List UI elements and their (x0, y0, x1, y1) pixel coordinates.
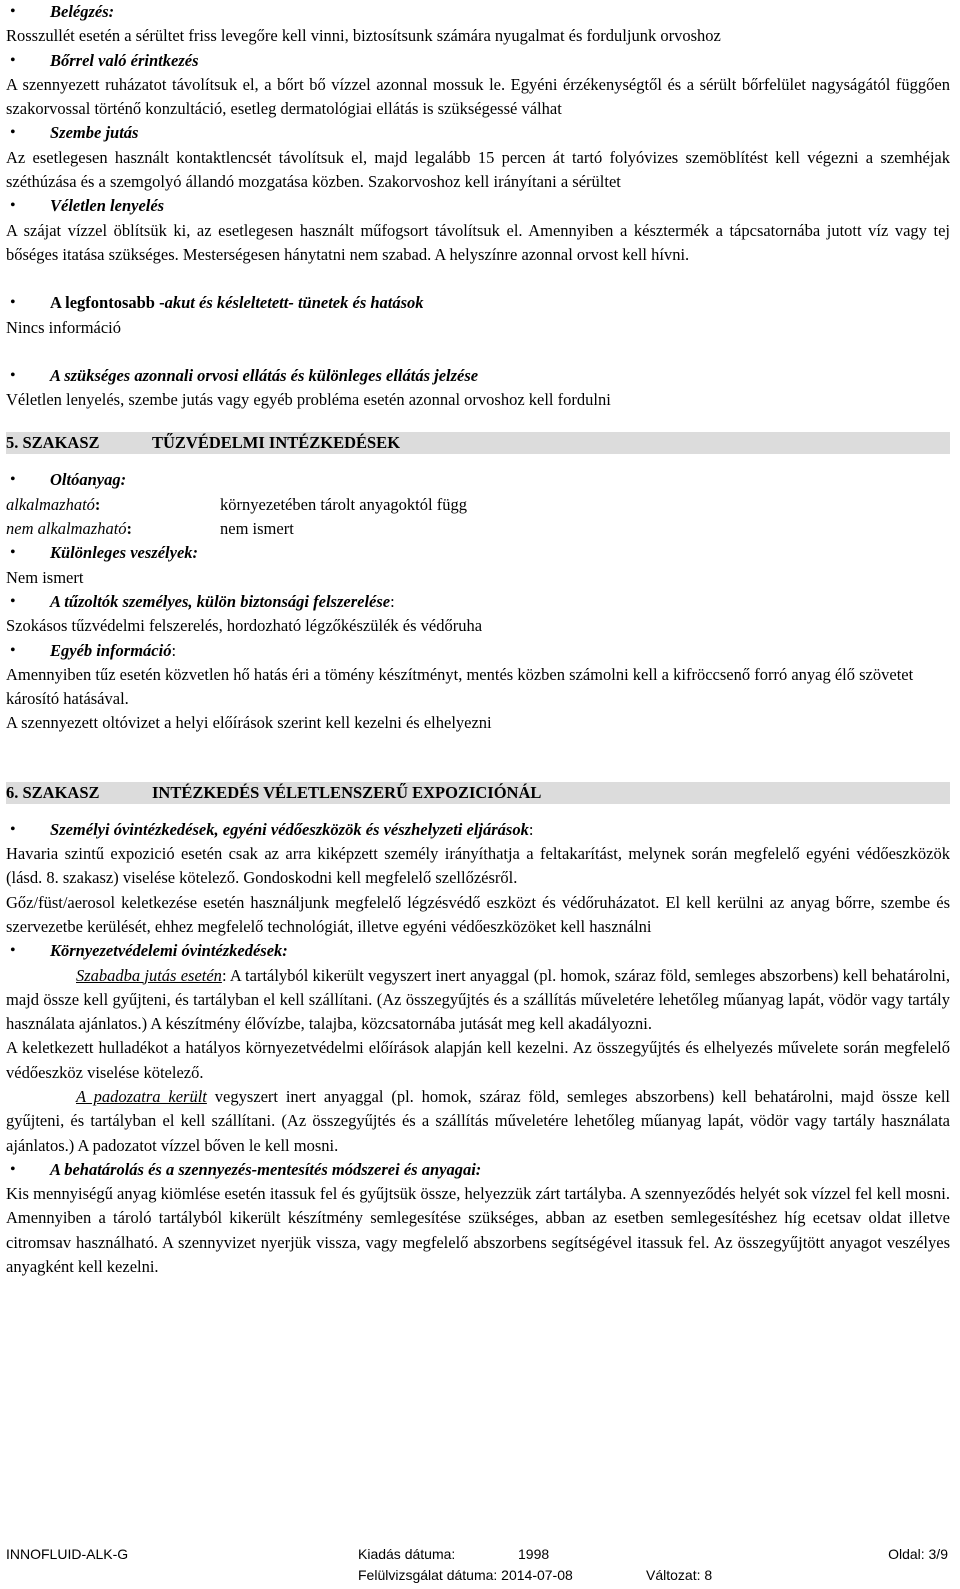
ppe-heading: • A tűzoltók személyes, külön biztonsági felszerelése: (6, 590, 950, 614)
containment-text: Kis mennyiségű anyag kiömlése esetén itassuk fel és gyűjtsük össze, helyezzük zárt tartályba. A szennyeződés helyét sok vízzel fel kell mosni. Amennyiben a tároló tartályból kikerült készítmény semlegesítése szükséges, abban az esetben semlegesítéshez híg ecetsav oldat illetve citromsav használható. A szennyvizet nyerjük vissza, vagy megfelelő abszorbens segítségével itassuk fel. Az összegyűjtött anyagot veszélyes anyagként kell kezelni. (6, 1184, 950, 1277)
environmental-open-text: Szabadba jutás esetén: A tartályból kikerült vegyszert inert anyaggal (pl. homok, száraz föld, semleges abszorbens) kell behatárolni, majd össze kell gyűjteni, és tartályban el kell szállítani. (Az összegyűjtés és a szállítás műveletére lehetőleg műanyag lapát, vödör vagy tartály használata ajánlatos.) A készítmény élővízbe, talajba, közcsatornába jutását meg kell akadályozni. (6, 965, 950, 1034)
environmental-heading: • Környezetvédelemi óvintézkedések: (6, 939, 950, 963)
page-footer (6, 1544, 950, 1586)
inhalation-text: Rosszullét esetén a sérültet friss levegőre kell vinni, biztosítsunk számára nyugalmat és forduljunk orvoshoz (6, 26, 721, 46)
inhalation-heading: • Belégzés: (6, 0, 950, 24)
skin-text: A szennyezett ruházatot távolítsuk el, a bőrt bő vízzel azonnal mossuk le. Egyéni érzékenységtől és a sérült bőrfelület nagyságától függően szakorvossal történő konzultáció, esetleg dermatológiai ellátás is szükségessé válhat (6, 74, 950, 119)
medical-heading: • A szükséges azonnali orvosi ellátás és különleges ellátás jelzése (6, 364, 950, 388)
medical-text: Véletlen lenyelés, szembe jutás vagy egyéb probléma esetén azonnal orvoshoz kell fordulni (6, 390, 611, 410)
section-5-title: TŰZVÉDELMI INTÉZKEDÉSEK (152, 433, 401, 453)
unsuitable-row: nem alkalmazható: nem ismert (6, 517, 950, 541)
symptoms-text: Nincs információ (6, 317, 122, 337)
other-info-heading: • Egyéb információ: (6, 639, 950, 663)
section-5-header (6, 432, 950, 454)
ppe-text: Szokásos tűzvédelmi felszerelés, hordozható légzőkészülék és védőruha (6, 616, 483, 636)
document-page (6, 0, 950, 1279)
ingestion-text: A szájat vízzel öblítsük ki, az esetlegesen használt műfogsort távolítsuk el. Amennyiben a késztermék a tápcsatornába jutott víz vagy tej bőséges itatása szükséges. Mesterségesen hánytatni nem szabad. A helyszínre azonnal orvost kell hívni. (6, 220, 950, 264)
suitable-row: alkalmazható: környezetében tárolt anyagoktól függ (6, 493, 950, 517)
personal-precautions-text-1: Havaria szintű expozició esetén csak az arra kiképzett személy irányíthatja a feltakarítást, melynek során megfelelő egyéni védőeszközök (lásd. 8. szakasz) viselése kötelező. Gondoskodni kell megfelelő szellőzésről. (6, 844, 950, 888)
footer-issue-label: Kiadás dátuma: (358, 1546, 456, 1562)
personal-precautions-text-2: Gőz/füst/aerosol keletkezése esetén használjunk megfelelő légzésvédő eszközt és védőruházatot. El kell kerülni az anyag bőrre, szembe és szervezetbe kerülését, ehhez megfelelő technológiát, illetve egyéni védőeszközöket kell használni (6, 892, 950, 936)
skin-heading: • Bőrrel való érintkezés (6, 49, 950, 73)
ingestion-heading: • Véletlen lenyelés (6, 194, 950, 218)
personal-precautions-heading: • Személyi óvintézkedések, egyéni védőeszközök és vészhelyzeti eljárások: (6, 818, 950, 842)
footer-review-date: Felülvizsgálat dátuma: 2014-07-08 (358, 1567, 573, 1583)
section-6-title: INTÉZKEDÉS VÉLETLENSZERŰ EXPOZICIÓNÁL (152, 782, 542, 802)
environmental-waste-text: A keletkezett hulladékot a hatályos környezetvédelmi előírások alapján kell kezelni. Az összegyűjtés és elhelyezés művelete során megfelelő védőeszköz viselése kötelező. (6, 1038, 950, 1082)
section-5-number: 5. SZAKASZ (6, 433, 100, 453)
footer-page: Oldal: 3/9 (888, 1546, 948, 1562)
eye-text: Az esetlegesen használt kontaktlencsét távolítsuk el, majd legalább 15 percen át tartó folyóvizes szemöblítést kell végezni a szemhéjak széthúzása és a szemgolyó állandó mozgatása közben. Szakorvoshoz kell irányítani a sérültet (6, 147, 950, 192)
symptoms-heading: • A legfontosabb -akut és késleltetett- tünetek és hatások (6, 291, 950, 315)
other-info-text-1: Amennyiben tűz esetén közvetlen hő hatás éri a tömény készítményt, mentés közben számolni kell a kifröccsenő forró anyag élő szövetet károsító hatásával. (6, 664, 914, 709)
footer-version: Változat: 8 (646, 1567, 713, 1583)
eye-heading: • Szembe jutás (6, 121, 950, 145)
hazards-heading: • Különleges veszélyek: (6, 541, 950, 565)
hazards-text: Nem ismert (6, 567, 84, 587)
containment-heading: • A behatárolás és a szennyezés-mentesítés módszerei és anyagai: (6, 1158, 950, 1182)
suitable-value: környezetében tárolt anyagoktól függ (220, 494, 467, 514)
footer-issue-value: 1998 (518, 1546, 550, 1562)
section-6-number: 6. SZAKASZ (6, 782, 100, 802)
other-info-text-2: A szennyezett oltóvizet a helyi előírások szerint kell kezelni és elhelyezni (6, 713, 492, 733)
extinguisher-heading: • Oltóanyag: (6, 468, 950, 492)
environmental-floor-text: A padozatra került vegyszert inert anyaggal (pl. homok, száraz föld, semleges abszorbens) kell behatárolni, majd össze kell gyűjteni, és tartályban el kell szállítani. (Az összegyűjtés és a szállítás műveletére lehetőleg műanyag lapát, vödör vagy tartály használata ajánlatos.) A padozatot vízzel bőven le kell mosni. (6, 1086, 950, 1155)
unsuitable-value: nem ismert (220, 519, 294, 539)
footer-product: INNOFLUID-ALK-G (6, 1546, 129, 1562)
section-6-header (6, 782, 950, 804)
